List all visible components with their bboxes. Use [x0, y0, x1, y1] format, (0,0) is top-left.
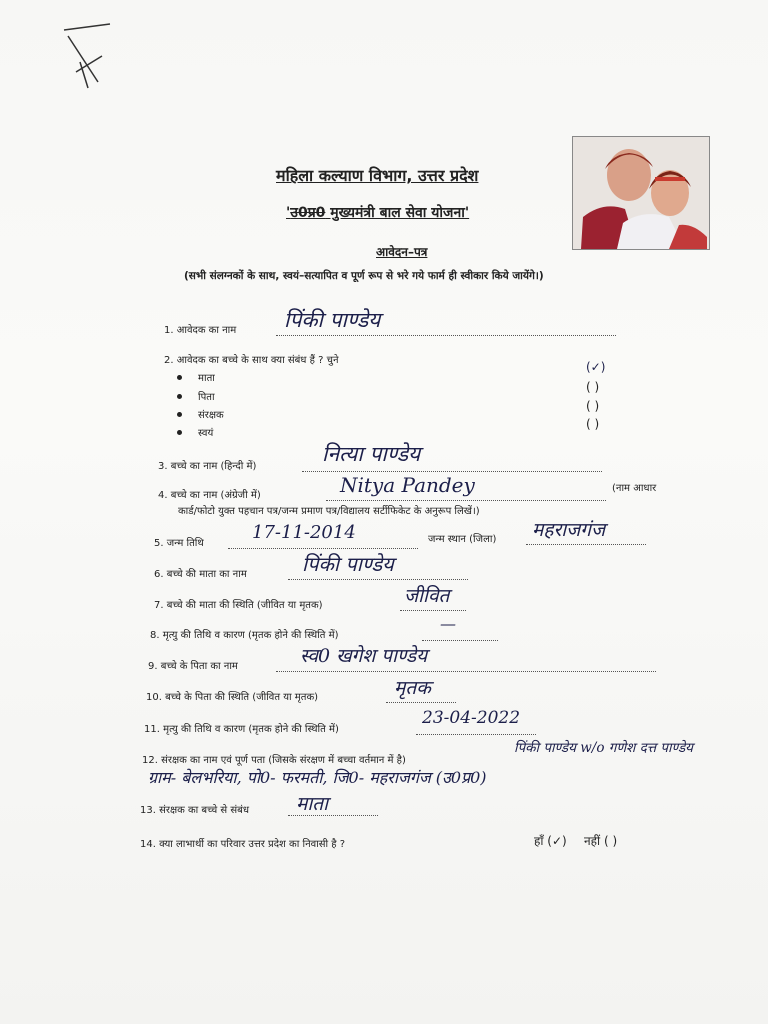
- scheme-name: मुख्यमंत्री बाल सेवा योजना': [325, 205, 470, 221]
- q6-label: 6. बच्चे की माता का नाम: [154, 569, 247, 580]
- q5-line-2: [526, 544, 646, 545]
- q11-label: 11. मृत्यु की तिथि व कारण (मृतक होने की स्थिति में): [144, 724, 339, 735]
- q10-label: 10. बच्चे के पिता की स्थिति (जीवित या मृतक): [146, 692, 319, 703]
- q8-line: [422, 640, 498, 641]
- father-death-value: 23-04-2022: [422, 708, 521, 728]
- mother-status-value: जीवित: [404, 585, 450, 607]
- department-title: महिला कल्याण विभाग, उत्तर प्रदेश: [276, 166, 479, 185]
- bullet-3: [177, 412, 182, 417]
- form-title: आवेदन–पत्र: [376, 245, 428, 259]
- applicant-name-value: पिंकी पाण्डेय: [284, 308, 381, 332]
- scheme-title: [286, 203, 469, 222]
- q5-line: [228, 548, 418, 549]
- child-name-english-value: Nitya Pandey: [340, 473, 475, 497]
- q14-yes: हाँ (✓): [534, 834, 567, 848]
- q4-suffix: (नाम आधार: [612, 483, 657, 494]
- q4-label-2: कार्ड/फोटो युक्त पहचान पत्र/जन्म प्रमाण पत्र/विद्यालय सर्टीफिकेट के अनुरूप लिखें।): [178, 506, 480, 517]
- birthplace-value: महराजगंज: [532, 519, 606, 541]
- q14-no: नहीं ( ): [584, 834, 618, 848]
- bullet-1: [177, 375, 182, 380]
- dob-value: 17-11-2014: [252, 522, 356, 543]
- q1-line: [276, 335, 616, 336]
- instruction-note: (सभी संलग्नकों के साथ, स्वयं–सत्यापित व पूर्ण रूप से भरे गये फार्म ही स्वीकार किये जायेंगे।): [184, 270, 544, 282]
- scheme-struck: उ0प्र0: [290, 205, 326, 221]
- applicant-photo: [572, 136, 710, 250]
- q1-label: 1. आवेदक का नाम: [164, 325, 237, 336]
- q10-line: [386, 702, 456, 703]
- father-name-value: स्व0 खगेश पाण्डेय: [300, 645, 428, 667]
- option-mother: माता: [198, 373, 215, 384]
- q6-line: [288, 579, 468, 580]
- q7-label: 7. बच्चे की माता की स्थिति (जीवित या मृतक): [154, 600, 323, 611]
- bullet-4: [177, 430, 182, 435]
- guardian-name-value: पिंकी पाण्डेय w/o गणेश दत्त पाण्डेय: [514, 740, 694, 756]
- bullet-2: [177, 394, 182, 399]
- option-self-mark: ( ): [586, 417, 600, 431]
- q11-line: [416, 734, 536, 735]
- q14-label: 14. क्या लाभार्थी का परिवार उत्तर प्रदेश का निवासी है ?: [140, 839, 346, 850]
- option-mother-mark: (✓): [586, 360, 606, 374]
- option-guardian-mark: ( ): [586, 399, 600, 413]
- option-self: स्वयं: [198, 428, 214, 439]
- q7-line: [400, 610, 466, 611]
- guardian-address-value: ग्राम- बेलभरिया, पो0- फरमती, जि0- महराजगंज (उ0प्र0): [148, 768, 487, 787]
- q13-label: 13. संरक्षक का बच्चे से संबंध: [140, 805, 249, 816]
- q9-line: [276, 671, 656, 672]
- q4-label: 4. बच्चे का नाम (अंग्रेजी में): [158, 490, 261, 501]
- mother-name-value: पिंकी पाण्डेय: [302, 552, 394, 576]
- option-father: पिता: [198, 392, 215, 403]
- photo-illustration: [573, 137, 709, 249]
- scheme-prefix: ': [286, 205, 291, 221]
- option-father-mark: ( ): [586, 380, 600, 394]
- q4-line: [326, 500, 606, 501]
- father-status-value: मृतक: [394, 677, 431, 699]
- child-name-hindi-value: नित्या पाण्डेय: [322, 442, 421, 466]
- mother-death-value: —: [440, 614, 456, 633]
- q2-label: 2. आवेदक का बच्चे के साथ क्या संबंध हैं ? चुने: [164, 355, 339, 366]
- q5-label: 5. जन्म तिथि: [154, 538, 204, 549]
- birthplace-label: जन्म स्थान (जिला): [428, 534, 497, 545]
- option-guardian: संरक्षक: [198, 410, 224, 421]
- q8-label: 8. मृत्यु की तिथि व कारण (मृतक होने की स्थिति में): [150, 630, 339, 641]
- corner-scribble: [58, 22, 118, 92]
- relation-value: माता: [296, 793, 329, 815]
- q3-line: [302, 471, 602, 472]
- q9-label: 9. बच्चे के पिता का नाम: [148, 661, 238, 672]
- q12-label: 12. संरक्षक का नाम एवं पूर्ण पता (जिसके संरक्षण में बच्चा वर्तमान में है): [142, 755, 406, 766]
- q3-label: 3. बच्चे का नाम (हिन्दी में): [158, 461, 257, 472]
